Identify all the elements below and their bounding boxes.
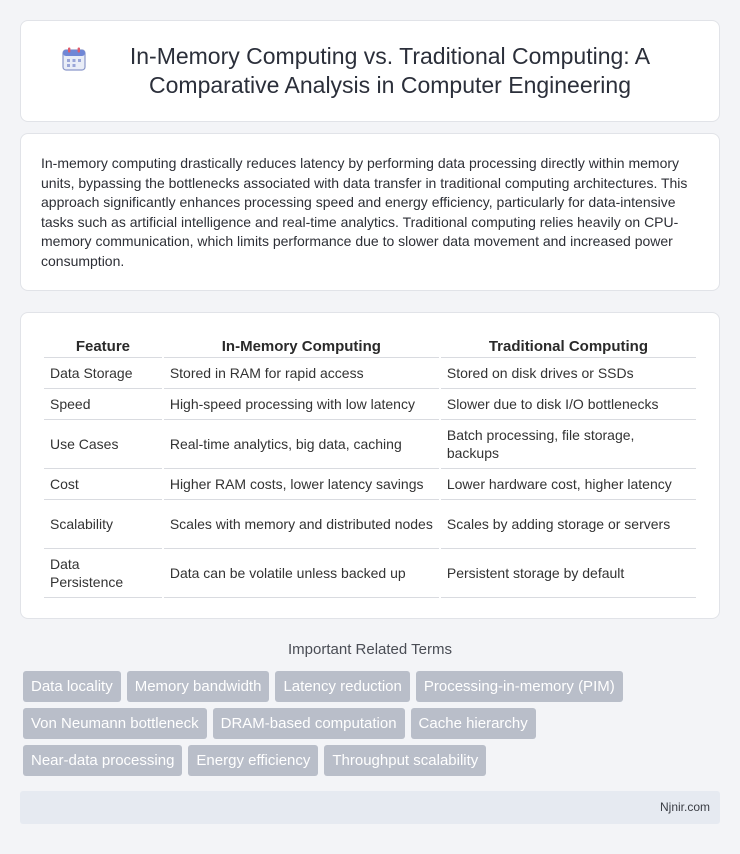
table-cell: Stored in RAM for rapid access (164, 358, 439, 389)
tag-row (23, 708, 723, 739)
table-cell: Slower due to disk I/O bottlenecks (441, 389, 696, 420)
table-cell: High-speed processing with low latency (164, 389, 439, 420)
term-tag[interactable]: Near-data processing (23, 745, 182, 776)
related-terms-heading: Important Related Terms (288, 641, 452, 658)
comparison-table (42, 333, 698, 598)
page-title: In-Memory Computing vs. Traditional Computing: A Comparative Analysis in Computer Engineering (129, 43, 651, 98)
tag-row (23, 671, 723, 702)
calendar-icon (61, 46, 87, 72)
term-tag[interactable]: Processing-in-memory (PIM) (416, 671, 623, 702)
table-row (44, 500, 696, 549)
table-row (44, 549, 696, 598)
footer-bar (20, 791, 720, 824)
table-cell: Higher RAM costs, lower latency savings (164, 469, 439, 500)
table-cell: Real-time analytics, big data, caching (164, 420, 439, 469)
term-tag[interactable]: Latency reduction (275, 671, 409, 702)
table-cell: Use Cases (44, 420, 162, 469)
term-tag[interactable]: Energy efficiency (188, 745, 318, 776)
related-terms-list (23, 671, 723, 782)
table-cell: Scalability (44, 500, 162, 549)
tag-row (23, 745, 723, 776)
intro-paragraph: In-memory computing drastically reduces latency by performing data processing directly within memory units, bypassing the bottlenecks associated with data transfer in traditional computing architectures. This approach significantly enhances processing speed and energy efficiency, particularly for data-intensive tasks such as artificial intelligence and real-time analytics. Traditional computing relies heavily on CPU-memory communication, which limits performance due to slower data movement and increased power consumption. (41, 155, 688, 269)
table-cell: Batch processing, file storage, backups (441, 420, 696, 469)
column-header: Traditional Computing (441, 333, 696, 358)
title-wrap (61, 42, 679, 100)
term-tag[interactable]: Memory bandwidth (127, 671, 270, 702)
table-cell: Data can be volatile unless backed up (164, 549, 439, 598)
table-row (44, 420, 696, 469)
table-cell: Scales with memory and distributed nodes (164, 500, 439, 549)
term-tag[interactable]: Throughput scalability (324, 745, 486, 776)
table-cell: Persistent storage by default (441, 549, 696, 598)
site-credit[interactable]: Njnir.com (659, 800, 710, 814)
table-row (44, 469, 696, 500)
comparison-card (20, 312, 720, 619)
table-cell: Lower hardware cost, higher latency (441, 469, 696, 500)
table-cell: Data Persistence (44, 549, 162, 598)
table-cell: Scales by adding storage or servers (441, 500, 696, 549)
term-tag[interactable]: DRAM-based computation (213, 708, 405, 739)
table-cell: Data Storage (44, 358, 162, 389)
term-tag[interactable]: Data locality (23, 671, 121, 702)
term-tag[interactable]: Von Neumann bottleneck (23, 708, 207, 739)
table-cell: Stored on disk drives or SSDs (441, 358, 696, 389)
table-cell: Cost (44, 469, 162, 500)
intro-card (20, 133, 720, 291)
table-row (44, 389, 696, 420)
column-header: In-Memory Computing (164, 333, 439, 358)
column-header: Feature (44, 333, 162, 358)
table-cell: Speed (44, 389, 162, 420)
term-tag[interactable]: Cache hierarchy (411, 708, 536, 739)
table-header-row (44, 333, 696, 358)
table-row (44, 358, 696, 389)
title-card (20, 20, 720, 122)
